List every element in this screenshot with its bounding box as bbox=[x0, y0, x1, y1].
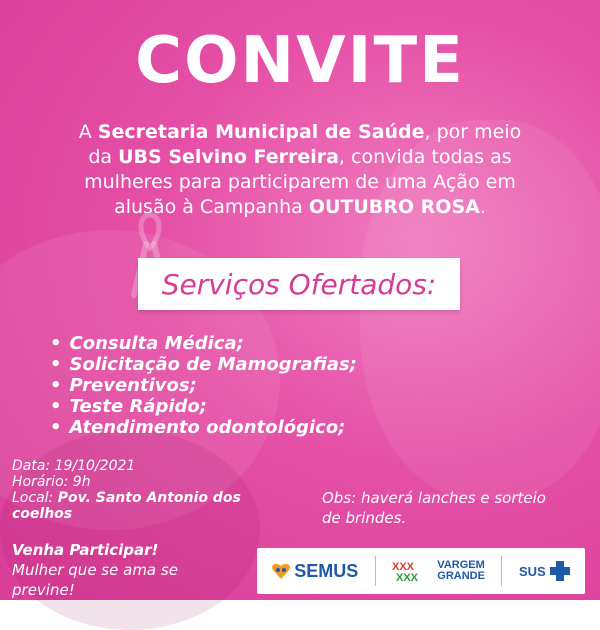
sus-logo bbox=[519, 560, 571, 582]
event-details bbox=[12, 458, 282, 522]
vargem-grande-logo bbox=[392, 559, 485, 583]
intro-text bbox=[70, 120, 530, 220]
vargem-grande-line1: VARGEM bbox=[437, 559, 485, 571]
svg-text:XXX: XXX bbox=[392, 561, 415, 573]
services-list bbox=[50, 333, 357, 438]
campaign-name: OUTUBRO ROSA bbox=[308, 196, 480, 218]
divider bbox=[375, 556, 376, 586]
event-time: Horário: 9h bbox=[12, 474, 91, 490]
services-heading: Serviços Ofertados: bbox=[161, 267, 437, 301]
vargem-grande-line2: GRANDE bbox=[437, 570, 485, 582]
intro-text-part: , convida todas as mulheres para participarem de uma Ação em alusão à Campanha bbox=[84, 146, 516, 218]
observation-text: Obs: haverá lanches e sorteio de brindes. bbox=[322, 489, 546, 527]
event-location-value: Pov. Santo Antonio dos coelhos bbox=[12, 490, 241, 522]
intro-text-part: . bbox=[479, 196, 486, 218]
intro-text-part: A bbox=[78, 121, 98, 143]
secretaria-name: Secretaria Municipal de Saúde bbox=[97, 121, 425, 143]
event-location-label: Local: bbox=[12, 490, 58, 506]
cta-headline: Venha Participar! bbox=[12, 541, 159, 559]
heart-icon bbox=[271, 561, 291, 581]
sponsor-logos bbox=[257, 548, 585, 594]
list-item: • Preventivos; bbox=[50, 375, 357, 396]
semus-logo bbox=[271, 561, 358, 582]
page-title: CONVITE bbox=[135, 24, 465, 98]
services-heading-box bbox=[138, 258, 460, 310]
list-item: • Solicitação de Mamografias; bbox=[50, 354, 357, 375]
vargem-grande-emblem-icon bbox=[392, 559, 434, 583]
event-location bbox=[12, 490, 282, 522]
svg-text:XXX: XXX bbox=[396, 572, 419, 583]
health-cross-icon bbox=[549, 560, 571, 582]
list-item: • Atendimento odontológico; bbox=[50, 417, 357, 438]
event-date: Data: 19/10/2021 bbox=[12, 458, 136, 474]
divider bbox=[501, 556, 502, 586]
list-item: • Consulta Médica; bbox=[50, 333, 357, 354]
list-item: • Teste Rápido; bbox=[50, 396, 357, 417]
sus-logo-text: SUS bbox=[519, 563, 546, 579]
ubs-name: UBS Selvino Ferreira bbox=[118, 146, 339, 168]
call-to-action bbox=[12, 540, 242, 600]
cta-slogan: Mulher que se ama se previne! bbox=[12, 561, 178, 599]
intro-text-part: , por meio da bbox=[88, 121, 522, 168]
semus-logo-text: SEMUS bbox=[294, 560, 359, 581]
